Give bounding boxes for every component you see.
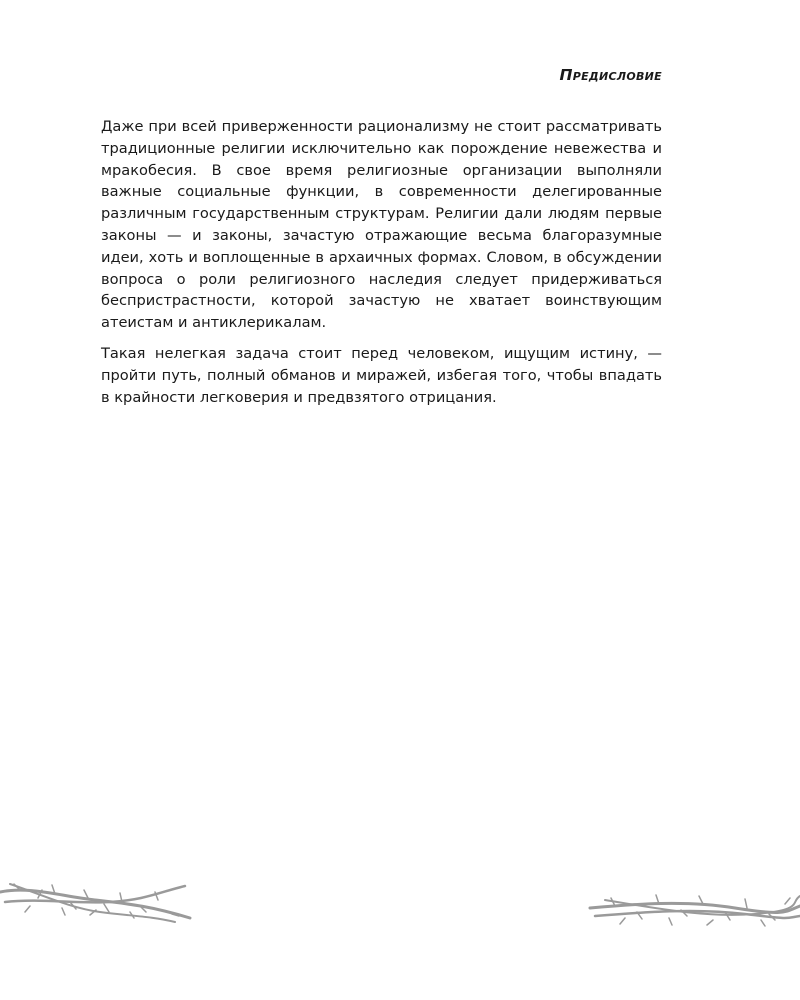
thorn-branch-icon <box>0 878 195 928</box>
running-header-title: Предисловие <box>559 66 662 84</box>
thorn-branch-icon <box>585 878 800 928</box>
body-text <box>101 116 662 408</box>
paragraph-1: Даже при всей приверженности рационализму не стоит рассматривать традиционные религии исключительно как порождение невежества и мракобесия. В свое время религиозные организации выполняли важные социальные функции, в современности делегированные различным государственным структурам. Религии дали людям первые законы — и законы, зачастую отражающие весьма благоразумные идеи, хоть и воплощенные в архаичных формах. Словом, в обсуждении вопроса о роли религиозного наследия следует придерживаться беспристрастности, которой зачастую не хватает воинствующим атеистам и антиклерикалам. <box>101 118 662 332</box>
paragraph-2: Такая нелегкая задача стоит перед человеком, ищущим истину, — пройти путь, полный обманов и миражей, избегая того, чтобы впадать в крайности легковерия и предвзятого отрицания. <box>101 344 662 406</box>
